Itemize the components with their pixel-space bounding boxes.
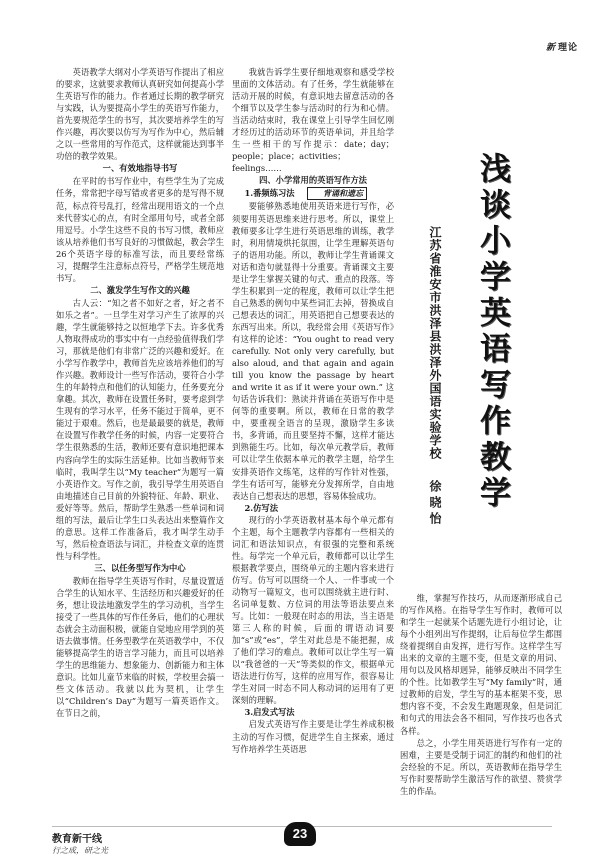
column-2: [232, 66, 394, 818]
method-1-heading: [232, 187, 394, 200]
section-tag: [546, 40, 578, 53]
author-name: 徐晓怡: [428, 480, 442, 528]
method-3-heading: 3.启发式写法: [244, 707, 295, 718]
body-paragraph: 启发式英语写作主要是让学生养成积极主动的写作习惯，促进学生自主探索，通过写作培养学生英语思: [232, 719, 394, 754]
heading-4: 四、小学常用的英语写作方法: [259, 175, 367, 186]
body-paragraph: 古人云：“知之者不如好之者，好之者不如乐之者”。一旦学生对学习产生了浓厚的兴趣，学生就能够持之以恒地学下去。许多优秀人物取得成功的事实中有一点经验值得我们学习，那就是他们有非常广泛的兴趣和爱好。在小学写作教学中，教师首先应该培养他们的写作兴趣。教师设计一些写作活动，要符合小学生的年龄特点和他们的认知能力，任务要充分拿趣。其次，教师在设置任务时，要考虑到学生现有的学习水平，任务不能过于简单，更不能过于艰难。然后，也是最最要的就是，教师在设置写作教学任务的时候，内容一定要符合学生很熟悉的生活，教师还要有意识地把课本内容向学生的实际生活延伸。比如当教师节来临时，我叫学生以“My teacher”为题写一篇小英语作文。写作之前，我引导学生用英语自由地描述自己目前的外貌特征、年龄、职业、爱好等等。然后，帮助学生熟悉一些单词和词组的写法，最后让学生口头表达出来整篇作文的意思。这样工作准备后，我才叫学生动手写，然后检查语法与词汇，并检查文章的连贯性与科学性。: [56, 297, 224, 561]
method-2-heading: 2.仿写法: [244, 502, 278, 513]
article-title-block: [470, 152, 530, 512]
column-1: [56, 66, 224, 818]
body-paragraph: 现行的小学英语教材基本每个单元都有个主题，每个主题教学内容都有一些相关的词汇和语法知识点，有很强的完整和系统性。每学完一个单元后，教师都可以让学生根据教学要点，围绕单元的主题内容来进行仿写。仿写可以围绕一个人、一件事或一个动物写一篇短文，也可以围绕就主进行时、名词单复数、方位词的用法等语法要点来写。比如：一般现在时态的用法，当主语是第三人称的时候，后面的谓语动词要加“s”或“es”，学生对此总是不能把握，成了他们学习的难点。教师可以让学生写一篇以“我爸爸的一天”等类似的作文，根据单元语法进行仿写，这样的应用写作，很容易让学生对同一时态不同人称动词的运用有了更深刻的理解。: [232, 514, 394, 706]
body-paragraph: 教师在指导学生英语写作时，尽量设置适合学生的认知水平、生活经历和兴趣爱好的任务，想让设法地激发学生的学习动机，当学生接受了一些具体的写作任务后，他们的心理状态就会主动面积极，就能自觉地应用学到的英语去做事情。任务型教学在英语教学中，不仅能够提高学生的语言学习能力，而且可以培养学生的思维能力、想象能力、创新能力和主体意识。比如儿童节来临的时候，学校里会搞一些文体活动。我就以此为契机，让学生以“Children’s Day”为题写一篇英语作文。在节日之前，: [56, 575, 224, 719]
section-label: 理论: [557, 42, 578, 52]
journal-motto: 行之成，研之光: [52, 846, 108, 855]
intro-paragraph: 英语教学大纲对小学英语写作提出了相应的要求，这就要求教师认真研究如何提高小学生英语写作的能力。作者通过长期的教学研究与实践，认为要提高小学生的英语写作能力，首先要规范学生的书写，其次要培养学生的写作兴趣，再次要以仿写为写作为中心，然后辅之以一些常用的写作范式，这样就能达到事半功倍的教学效果。: [56, 67, 224, 162]
page-header: [0, 0, 600, 50]
body-paragraph: 在平时的书写作业中，有些学生为了完成任务，常常把字母写错或者更多的是写得不规范，标点符号乱打，经常出现用语文的一个点来代替实心的点，有时全部用句号，或者全部用逗号。小学生这些不良的书写习惯，教师应该从培养他们书写良好的习惯做起，教会学生26个英语字母的标准写法，而且要经常练习，提醒学生注意标点符号，严格学生规范地书写。: [56, 176, 224, 283]
page-number: 23: [284, 822, 316, 846]
journal-logo: [52, 830, 108, 856]
column-3: [400, 592, 562, 818]
author-affiliation: 江苏省淮安市洪泽县洪泽外国语实验学校: [428, 226, 442, 460]
method-1-label: 1.番频练习法: [244, 188, 295, 199]
body-paragraph: 要能够熟悉地使用英语来进行写作，必须要用英语思维来进行思考。所以，课堂上教师要多让学生进行英语思维的训练，教学时，利用情境烘托氛围，让学生理解英语句子的语用功能。所以，教师让学生背诵课文对话和造句就显得十分重要。背诵课文主要是让学生掌握关键的句式、重点的段落。等学生积累到一定的程度，教师可以让学生把自己熟悉的例句中某些词汇去掉，替换成自己想表达的词汇，用英语把自己想要表达的东西写出来。所以，我经常会用《英语写作》有这样的论述：“You ought to read very carefully. Not only very carefully, but also aloud, and that again and again till you know the passage by heart and write it as if it were your own.” 这句话告诉我们：熟读并背诵在英语写作中是何等的重要啊。所以，教师在日常的教学中，要重视全语言的呈现，激励学生多读书，多背诵，而且要坚持不懈，这样才能达到熟能生巧。比如，每次单元教学后，教师可以让学生依据本单元的教学主题，给学生安排英语作文练笔，这样的写作针对性强，学生有话可写，能够充分发挥所学，自由地表达自己想表达的思想，容易体验成功。: [232, 201, 394, 501]
heading-2: 二、激发学生写作文的兴趣: [90, 284, 190, 295]
method-1-tag: 背诵和遗忘: [307, 187, 367, 200]
body-paragraph: 维，掌握写作技巧，从而逐渐形成自己的写作风格。在指导学生写作时，教师可以和学生一起就某个话题先进行小组讨论，让每个小组列出写作提纲，让后每位学生都围绕着提纲自由发挥，进行写作。这样学生写出来的文章的主题不变，但是文章的用词、用句以及风格却迥异，能够反映出不同学生的个性。比如教学生写“My family”时，通过教师的启发，学生写的基本框架不变，思想内容不变，不会发生跑题现象，但是词汇和句式的用法会各不相同，写作技巧也各式各样。: [400, 593, 562, 736]
article-title: 浅谈小学英语写作教学: [474, 152, 510, 512]
section-mark: 新: [545, 42, 556, 52]
heading-1: 一、有效地指导书写: [102, 163, 178, 174]
heading-3: 三、以任务型写作为中心: [94, 562, 186, 573]
conclusion-paragraph: 总之，小学生用英语进行写作有一定的困难，主要是受制于词汇的制约和他们的社会经验的不足。所以，英语教师在指导学生写作时要帮助学生激活写作的欲望、赞赏学生的作品。: [400, 737, 562, 796]
body-paragraph: 我就告诉学生要仔细地观察和感受学校里面的文体活动。有了任务，学生就能够在活动开展的时候，有意识地去留意活动的各个细节以及学生参与活动时的行为和心情。当活动结束时，我在课堂上引导学生回忆刚才经历过的活动环节的英语单词，并且给学生一些相干的写作提示：date；day；people；place；activities；feelings……: [232, 67, 394, 174]
journal-name: 教育新干线: [52, 834, 102, 845]
